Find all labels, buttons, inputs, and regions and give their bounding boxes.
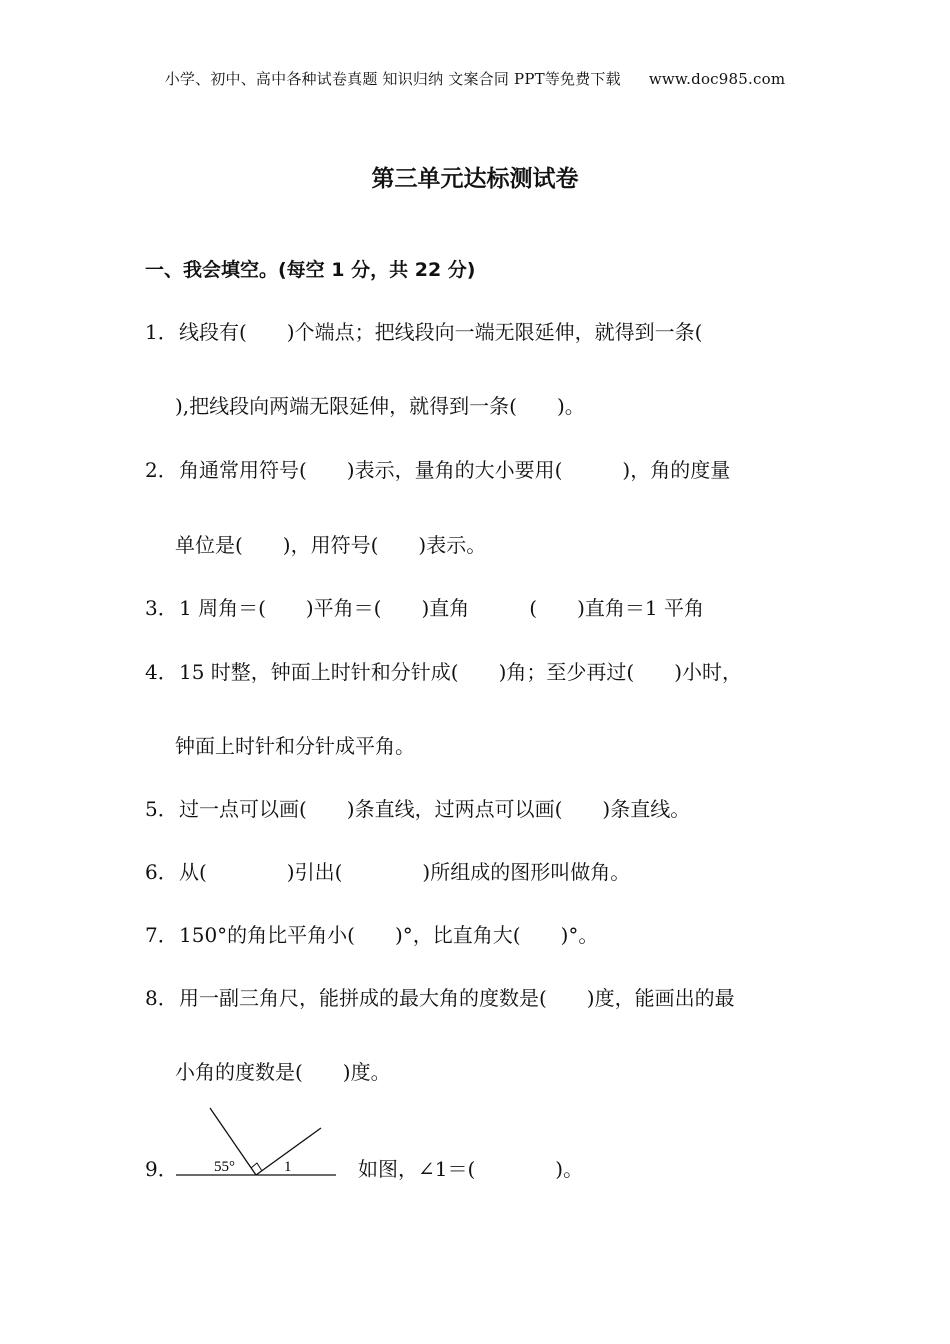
question-number: 4． bbox=[145, 660, 178, 684]
question-number: 2． bbox=[145, 458, 178, 482]
page-title: 第三单元达标测试卷 bbox=[371, 166, 579, 192]
question-1 bbox=[145, 318, 702, 346]
question-3 bbox=[145, 594, 704, 622]
question-number: 5． bbox=[145, 797, 178, 821]
question-text: 150°的角比平角小( )°，比直角大( )°。 bbox=[179, 923, 599, 947]
question-4-continued: 钟面上时针和分针成平角。 bbox=[175, 734, 415, 758]
question-2 bbox=[145, 456, 730, 484]
question-6 bbox=[145, 858, 630, 886]
question-2-continued: 单位是( )，用符号( )表示。 bbox=[175, 533, 487, 557]
section-heading: 一、我会填空。(每空 1 分，共 22 分) bbox=[145, 259, 476, 281]
question-1-continued: ),把线段向两端无限延伸，就得到一条( )。 bbox=[175, 394, 585, 418]
question-text: 1 周角＝( )平角＝( )直角 ( )直角＝1 平角 bbox=[179, 596, 704, 620]
page-header bbox=[0, 68, 950, 89]
question-number: 1． bbox=[145, 320, 178, 344]
question-7 bbox=[145, 921, 598, 949]
header-url: www.doc985.com bbox=[648, 70, 786, 88]
question-text: 角通常用符号( )表示，量角的大小要用( )，角的度量 bbox=[179, 458, 731, 482]
question-9-text: 如图，∠1＝( )。 bbox=[358, 1157, 584, 1181]
question-text: 过一点可以画( )条直线，过两点可以画( )条直线。 bbox=[179, 797, 691, 821]
question-8-continued: 小角的度数是( )度。 bbox=[175, 1060, 391, 1084]
question-4 bbox=[145, 658, 742, 686]
angle-figure bbox=[170, 1100, 345, 1180]
angle-55-label: 55° bbox=[214, 1159, 235, 1175]
question-number: 6． bbox=[145, 860, 178, 884]
question-number: 3． bbox=[145, 596, 178, 620]
question-text: 线段有( )个端点；把线段向一端无限延伸，就得到一条( bbox=[179, 320, 703, 344]
question-8 bbox=[145, 984, 735, 1012]
question-text: 从( )引出( )所组成的图形叫做角。 bbox=[179, 860, 631, 884]
header-left-text: 小学、初中、高中各种试卷真题 知识归纳 文案合同 PPT等免费下载 bbox=[164, 70, 621, 88]
question-number: 8． bbox=[145, 986, 178, 1010]
question-5 bbox=[145, 795, 690, 823]
question-number: 9． bbox=[145, 1157, 178, 1181]
question-number: 7． bbox=[145, 923, 178, 947]
question-text: 15 时整，钟面上时针和分针成( )角；至少再过( )小时， bbox=[179, 660, 743, 684]
question-text: 用一副三角尺，能拼成的最大角的度数是( )度，能画出的最 bbox=[179, 986, 735, 1010]
angle-1-label: 1 bbox=[284, 1159, 292, 1175]
